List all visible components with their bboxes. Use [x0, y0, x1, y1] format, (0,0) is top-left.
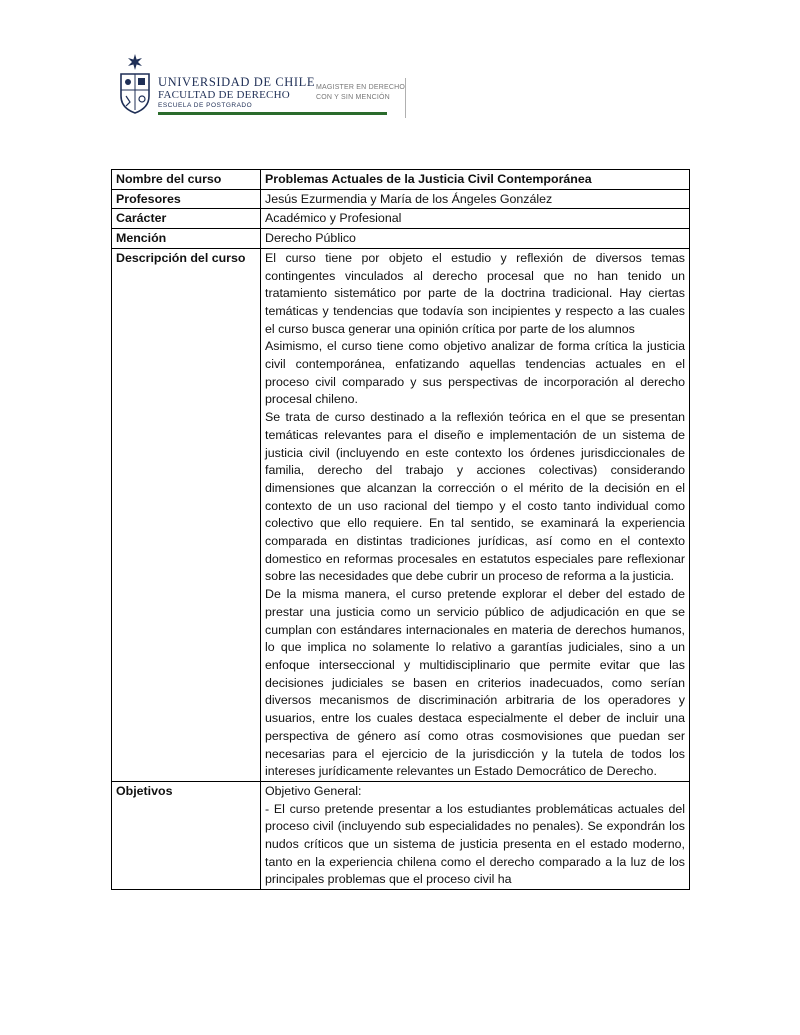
- description-label: Descripción del curso: [112, 248, 261, 781]
- objectives-value: [261, 781, 690, 889]
- description-paragraph: Se trata de curso destinado a la reflexión teórica en el que se presentan temáticas relevantes para el diseño e implementación de un sistema de justicia civil (incluyendo en este contexto los órdenes jurisdiccionales de familia, derecho del trabajo y acciones colectivas) considerando dimensiones que alcanzan la corrección o el mérito de la decisión en el contexto de un uso racional del tiempo y el costo tanto individual como colectivo que ello requiere. En tal sentido, se examinará la experiencia comparada en distintas tradiciones jurídicas, así como en el contexto domestico en reformas procesales en estatutos especiales pare reflexionar sobre las necesidades que debe cubrir un proceso de reforma a la justicia.: [265, 410, 685, 584]
- program-line-1: MAGISTER EN DERECHO: [316, 84, 405, 91]
- course-name-value: Problemas Actuales de la Justicia Civil Contemporánea: [261, 170, 690, 190]
- objectives-label: Objetivos: [112, 781, 261, 889]
- header-divider: [405, 78, 406, 118]
- table-row: [112, 781, 690, 889]
- description-paragraph: De la misma manera, el curso pretende explorar el deber del estado de prestar una justicia como un servicio público de adjudicación en que se cumplan con estándares internacionales en materia de derechos humanos, lo que implica no solamente lo relativo a garantías judiciales, sino a un enfoque interseccional y multidisciplinario que permite evitar que las decisiones judiciales se basen en criterios inadecuados, como serían diversos mecanismos de discriminación arbitraria de los operadores y usuarios, entre los cuales destaca especialmente el deber de incluir una perspectiva de género así como otras cosmovisiones que puedan ser necesarias para el ejercicio de la jurisdicción y la tutela de todos los intereses jurídicamente relevantes un Estado Democrático de Derecho.: [265, 587, 685, 779]
- course-table: [111, 169, 690, 890]
- program-label: [316, 83, 405, 103]
- header-accent-line: [158, 112, 387, 115]
- faculty-name: FACULTAD DE DERECHO: [158, 89, 290, 101]
- table-row: [112, 248, 690, 781]
- school-name: ESCUELA DE POSTGRADO: [158, 102, 253, 109]
- table-row: [112, 189, 690, 209]
- character-label: Carácter: [112, 209, 261, 229]
- mention-label: Mención: [112, 229, 261, 249]
- course-name-label: Nombre del curso: [112, 170, 261, 190]
- description-value: [261, 248, 690, 781]
- table-row: [112, 229, 690, 249]
- professors-value: Jesús Ezurmendia y María de los Ángeles González: [261, 189, 690, 209]
- program-line-2: CON Y SIN MENCIÓN: [316, 94, 390, 101]
- objectives-heading: Objetivo General:: [265, 783, 362, 798]
- character-value: Académico y Profesional: [261, 209, 690, 229]
- university-seal-icon: [118, 52, 152, 114]
- objectives-text: - El curso pretende presentar a los estudiantes problemáticas actuales del proceso civil (incluyendo sub especialidades no penales). Se expondrán los nudos críticos que un sistema de justicia presenta en el estado moderno, tanto en la experiencia chilena como el derecho comparado a la luz de los principales problemas que el proceso civil ha: [265, 801, 685, 887]
- professors-label: Profesores: [112, 189, 261, 209]
- description-paragraph: El curso tiene por objeto el estudio y reflexión de diversos temas contingentes vinculados al derecho procesal que no han tenido un tratamiento sistemático por parte de la doctrina tradicional. Hay ciertas temáticas y tendencias que todavía son incipientes y respecto a las cuales el curso busca generar una opinión crítica por parte de los alumnos: [265, 250, 685, 336]
- table-row: [112, 209, 690, 229]
- university-name: UNIVERSIDAD DE CHILE: [158, 75, 316, 89]
- table-row: [112, 170, 690, 190]
- mention-value: Derecho Público: [261, 229, 690, 249]
- description-paragraph: Asimismo, el curso tiene como objetivo analizar de forma crítica la justicia civil contemporánea, enfatizando aquellas tendencias actuales en el proceso civil comparado y sus perspectivas de incorporación al derecho procesal chileno.: [265, 339, 685, 407]
